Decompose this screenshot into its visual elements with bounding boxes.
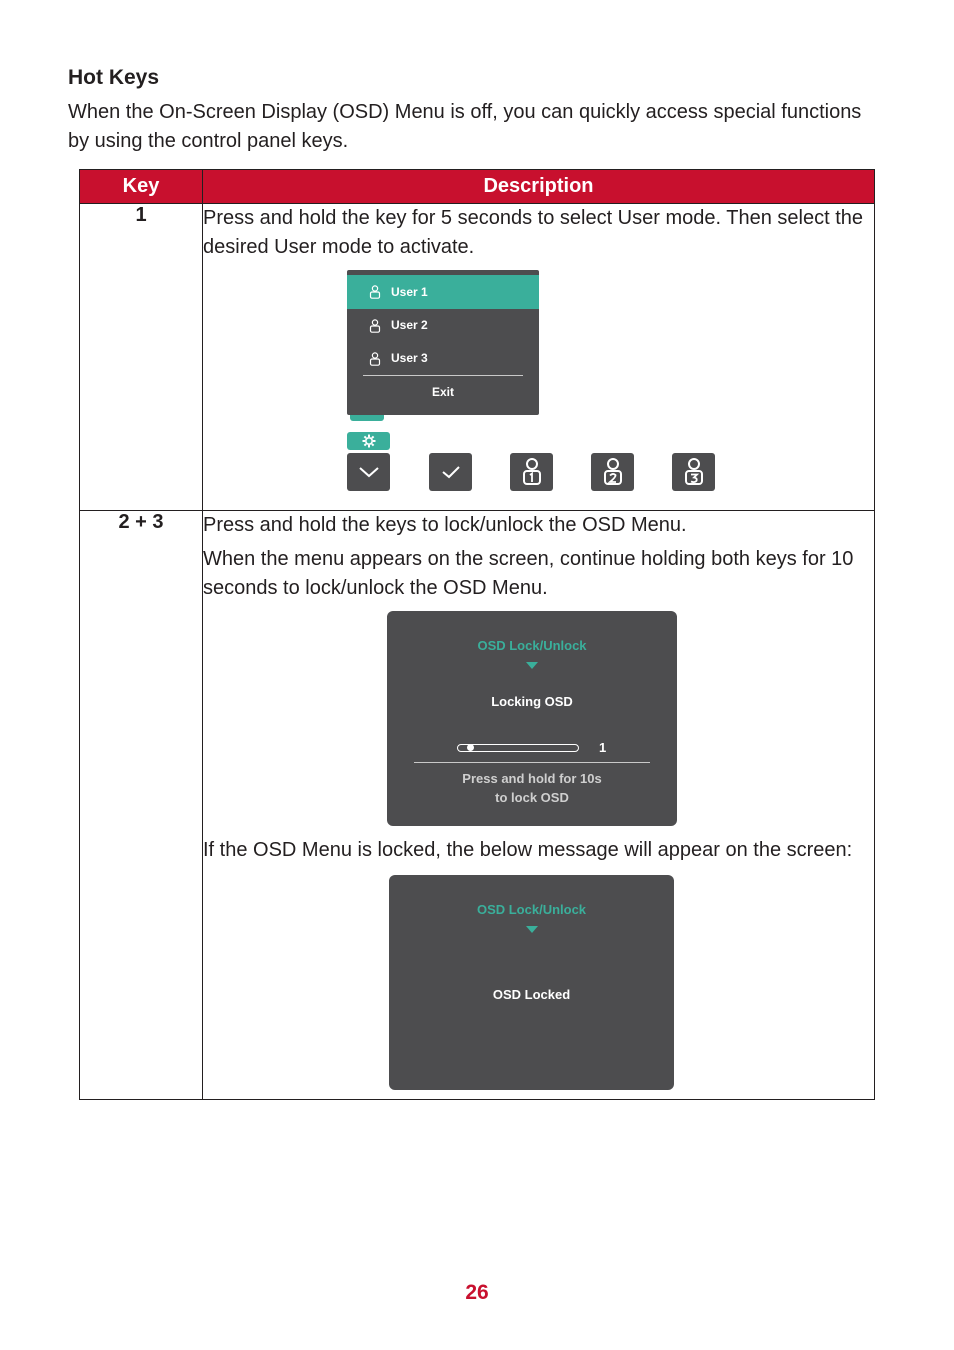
user-icon [369, 352, 381, 366]
menu-item-label: User 3 [391, 351, 428, 365]
table-row [80, 204, 875, 511]
section-heading: Hot Keys [68, 66, 160, 89]
gear-icon [362, 434, 376, 448]
description-cell [203, 511, 875, 1100]
key-label: 1 [80, 204, 203, 511]
table-header-row [80, 170, 875, 204]
menu-item-label: User 2 [391, 318, 428, 332]
hot-keys-table [79, 169, 875, 1100]
user-1-icon [521, 457, 543, 487]
check-icon [440, 465, 462, 479]
osd-hint-line-2: to lock OSD [495, 790, 569, 805]
intro-paragraph: When the On-Screen Display (OSD) Menu is off, you can quickly access special functions by using the control panel keys. [68, 101, 862, 152]
osd-locked-panel [389, 875, 674, 1090]
osd-locking-panel [387, 611, 677, 826]
user-icon [369, 319, 381, 333]
menu-item-user-2[interactable] [347, 309, 539, 342]
menu-item-user-1[interactable] [347, 275, 539, 309]
user-3-icon [683, 457, 705, 487]
menu-item-user-3[interactable] [347, 342, 539, 375]
slider-track [457, 744, 579, 752]
user-mode-menu [347, 270, 539, 415]
page-number: 26 [465, 1281, 489, 1304]
lock-progress-slider [457, 733, 606, 762]
menu-indicator-tab [350, 415, 384, 421]
osd-title: OSD Lock/Unlock [477, 638, 587, 653]
key-label: 2 + 3 [80, 511, 203, 1100]
description-text: Press and hold the key for 5 seconds to select User mode. Then select the desired User mode to activate. [203, 207, 863, 258]
chevron-down-icon [358, 465, 380, 479]
description-text: Press and hold the keys to lock/unlock the OSD Menu. [203, 514, 687, 536]
header-description: Description [203, 170, 875, 204]
slider-knob [467, 744, 474, 751]
osd-hint-line-1: Press and hold for 10s [462, 771, 602, 786]
user-1-key-button[interactable] [510, 453, 553, 491]
down-arrow-icon [526, 926, 538, 933]
description-cell [203, 204, 875, 511]
down-key-button[interactable] [347, 453, 390, 491]
confirm-key-button[interactable] [429, 453, 472, 491]
settings-tab [347, 432, 390, 450]
exit-button[interactable]: Exit [431, 385, 454, 399]
osd-message: Locking OSD [491, 694, 573, 709]
user-icon [369, 285, 381, 299]
user-2-key-button[interactable] [591, 453, 634, 491]
user-3-key-button[interactable] [672, 453, 715, 491]
osd-message: OSD Locked [492, 987, 571, 1002]
menu-item-label: User 1 [391, 284, 428, 299]
down-arrow-icon [526, 662, 538, 669]
table-row [80, 511, 875, 1100]
osd-title: OSD Lock/Unlock [476, 902, 587, 917]
osd-hint [387, 769, 677, 807]
osd-divider [414, 762, 650, 763]
header-key: Key [80, 170, 203, 204]
user-2-icon [602, 457, 624, 487]
description-text: If the OSD Menu is locked, the below message will appear on the screen: [203, 839, 853, 861]
description-text: When the menu appears on the screen, continue holding both keys for 10 seconds to lock/unlock the OSD Menu. [203, 548, 854, 599]
user-mode-illustration [203, 270, 874, 510]
slider-value: 1 [599, 740, 607, 755]
